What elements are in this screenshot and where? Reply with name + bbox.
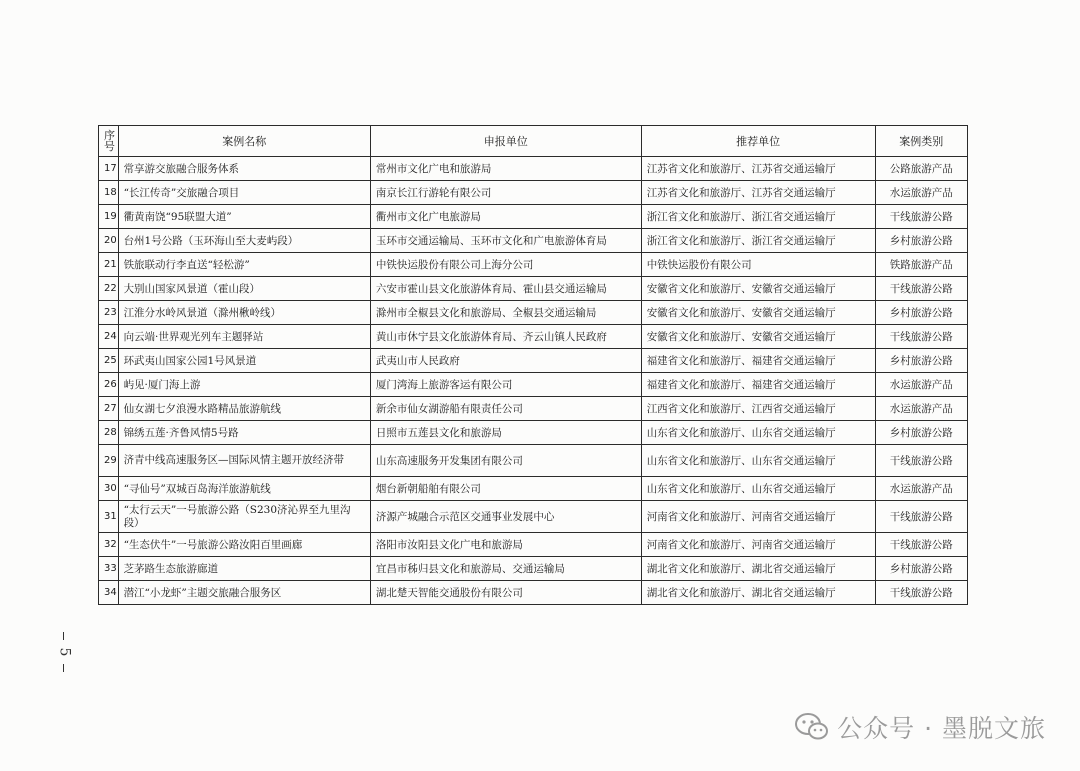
cell-name: “长江传奇”交旅融合项目 — [118, 181, 370, 205]
table-row — [99, 325, 968, 349]
cell-unit: 常州市文化广电和旅游局 — [370, 157, 641, 181]
cell-category: 乡村旅游公路 — [875, 229, 967, 253]
cell-name: 铁旅联动行李直送“轻松游” — [118, 253, 370, 277]
cell-no: 25 — [99, 349, 119, 373]
cell-unit: 洛阳市汝阳县文化广电和旅游局 — [370, 533, 641, 557]
cell-no: 22 — [99, 277, 119, 301]
cell-category: 乡村旅游公路 — [875, 301, 967, 325]
cell-no: 28 — [99, 421, 119, 445]
cell-no: 31 — [99, 501, 119, 533]
cell-no: 17 — [99, 157, 119, 181]
cell-unit: 烟台新朝船舶有限公司 — [370, 477, 641, 501]
cell-no: 23 — [99, 301, 119, 325]
watermark-text: 公众号 · 墨脱文旅 — [837, 714, 1046, 743]
cell-recommender: 江苏省文化和旅游厅、江苏省交通运输厅 — [641, 157, 875, 181]
cell-unit: 济源产城融合示范区交通事业发展中心 — [370, 501, 641, 533]
cell-name: 江淮分水岭风景道（滁州楸岭线） — [118, 301, 370, 325]
table-row — [99, 205, 968, 229]
table-row — [99, 533, 968, 557]
cell-recommender: 安徽省文化和旅游厅、安徽省交通运输厅 — [641, 325, 875, 349]
cell-recommender: 安徽省文化和旅游厅、安徽省交通运输厅 — [641, 277, 875, 301]
cell-name: 潜江“小龙虾”主题交旅融合服务区 — [118, 581, 370, 605]
table-row — [99, 373, 968, 397]
cell-category: 水运旅游产品 — [875, 181, 967, 205]
cell-recommender: 江苏省文化和旅游厅、江苏省交通运输厅 — [641, 181, 875, 205]
cell-recommender: 湖北省文化和旅游厅、湖北省交通运输厅 — [641, 557, 875, 581]
table-row — [99, 421, 968, 445]
table-row — [99, 277, 968, 301]
cell-unit: 中铁快运股份有限公司上海分公司 — [370, 253, 641, 277]
cell-unit: 玉环市交通运输局、玉环市文化和广电旅游体育局 — [370, 229, 641, 253]
cell-category: 水运旅游产品 — [875, 373, 967, 397]
table-row — [99, 477, 968, 501]
cell-category: 干线旅游公路 — [875, 533, 967, 557]
header-category: 案例类别 — [875, 126, 967, 157]
cell-name: 锦绣五莲·齐鲁风情5号路 — [118, 421, 370, 445]
cell-unit: 六安市霍山县文化旅游体育局、霍山县交通运输局 — [370, 277, 641, 301]
cell-no: 19 — [99, 205, 119, 229]
cell-name: “太行云天”一号旅游公路（S230济沁界至九里沟段） — [118, 501, 370, 533]
cell-no: 32 — [99, 533, 119, 557]
cell-no: 34 — [99, 581, 119, 605]
cell-category: 铁路旅游产品 — [875, 253, 967, 277]
table-row — [99, 501, 968, 533]
cell-no: 30 — [99, 477, 119, 501]
cell-name: 芝茅路生态旅游廊道 — [118, 557, 370, 581]
cell-no: 29 — [99, 445, 119, 477]
cell-name: 环武夷山国家公园1号风景道 — [118, 349, 370, 373]
cell-category: 干线旅游公路 — [875, 501, 967, 533]
cell-no: 18 — [99, 181, 119, 205]
table-row — [99, 557, 968, 581]
cell-unit: 湖北楚天智能交通股份有限公司 — [370, 581, 641, 605]
cell-recommender: 湖北省文化和旅游厅、湖北省交通运输厅 — [641, 581, 875, 605]
table-row — [99, 445, 968, 477]
cell-unit: 日照市五莲县文化和旅游局 — [370, 421, 641, 445]
table-row — [99, 301, 968, 325]
cell-category: 干线旅游公路 — [875, 581, 967, 605]
cell-no: 20 — [99, 229, 119, 253]
table-row — [99, 581, 968, 605]
watermark — [795, 709, 1046, 745]
page-number: 5 — [52, 632, 76, 672]
cell-no: 21 — [99, 253, 119, 277]
cell-name: 大别山国家风景道（霍山段） — [118, 277, 370, 301]
cell-recommender: 河南省文化和旅游厅、河南省交通运输厅 — [641, 501, 875, 533]
table-body — [99, 157, 968, 605]
cell-name: 常享游交旅融合服务体系 — [118, 157, 370, 181]
cell-name: 仙女湖七夕浪漫水路精品旅游航线 — [118, 397, 370, 421]
header-name: 案例名称 — [118, 126, 370, 157]
wechat-icon — [795, 712, 829, 742]
cell-no: 26 — [99, 373, 119, 397]
cell-recommender: 安徽省文化和旅游厅、安徽省交通运输厅 — [641, 301, 875, 325]
cell-unit: 南京长江行游轮有限公司 — [370, 181, 641, 205]
table-row — [99, 157, 968, 181]
cell-unit: 滁州市全椒县文化和旅游局、全椒县交通运输局 — [370, 301, 641, 325]
cell-category: 干线旅游公路 — [875, 445, 967, 477]
cell-category: 干线旅游公路 — [875, 325, 967, 349]
cell-name: “生态伏牛”一号旅游公路汝阳百里画廊 — [118, 533, 370, 557]
cell-category: 公路旅游产品 — [875, 157, 967, 181]
cell-unit: 黄山市休宁县文化旅游体育局、齐云山镇人民政府 — [370, 325, 641, 349]
cell-recommender: 河南省文化和旅游厅、河南省交通运输厅 — [641, 533, 875, 557]
cell-name: 台州1号公路（玉环海山至大麦屿段） — [118, 229, 370, 253]
cell-recommender: 中铁快运股份有限公司 — [641, 253, 875, 277]
cell-category: 水运旅游产品 — [875, 477, 967, 501]
cell-name: “寻仙号”双城百岛海洋旅游航线 — [118, 477, 370, 501]
cell-recommender: 山东省文化和旅游厅、山东省交通运输厅 — [641, 445, 875, 477]
cell-recommender: 浙江省文化和旅游厅、浙江省交通运输厅 — [641, 205, 875, 229]
table-row — [99, 349, 968, 373]
cell-unit: 衢州市文化广电旅游局 — [370, 205, 641, 229]
header-no: 序 号 — [99, 126, 119, 157]
table-row — [99, 253, 968, 277]
table-row — [99, 181, 968, 205]
cell-category: 乡村旅游公路 — [875, 349, 967, 373]
cell-category: 乡村旅游公路 — [875, 557, 967, 581]
cell-unit: 新余市仙女湖游船有限责任公司 — [370, 397, 641, 421]
cell-category: 水运旅游产品 — [875, 397, 967, 421]
cell-name: 向云端·世界观光列车主题驿站 — [118, 325, 370, 349]
cell-recommender: 山东省文化和旅游厅、山东省交通运输厅 — [641, 421, 875, 445]
table-row — [99, 397, 968, 421]
cell-recommender: 山东省文化和旅游厅、山东省交通运输厅 — [641, 477, 875, 501]
cell-no: 33 — [99, 557, 119, 581]
header-recommender: 推荐单位 — [641, 126, 875, 157]
table-row — [99, 229, 968, 253]
cell-no: 24 — [99, 325, 119, 349]
cell-recommender: 浙江省文化和旅游厅、浙江省交通运输厅 — [641, 229, 875, 253]
cell-category: 干线旅游公路 — [875, 277, 967, 301]
table-header-row — [99, 126, 968, 157]
cell-no: 27 — [99, 397, 119, 421]
cell-category: 乡村旅游公路 — [875, 421, 967, 445]
cell-name: 屿见·厦门海上游 — [118, 373, 370, 397]
cell-unit: 武夷山市人民政府 — [370, 349, 641, 373]
cell-name: 衢黄南饶“95联盟大道” — [118, 205, 370, 229]
case-table — [98, 125, 968, 605]
cell-recommender: 福建省文化和旅游厅、福建省交通运输厅 — [641, 373, 875, 397]
cell-name: 济青中线高速服务区—国际风情主题开放经济带 — [118, 445, 370, 477]
header-unit: 申报单位 — [370, 126, 641, 157]
cell-recommender: 福建省文化和旅游厅、福建省交通运输厅 — [641, 349, 875, 373]
cell-unit: 厦门湾海上旅游客运有限公司 — [370, 373, 641, 397]
cell-category: 干线旅游公路 — [875, 205, 967, 229]
cell-recommender: 江西省文化和旅游厅、江西省交通运输厅 — [641, 397, 875, 421]
cell-unit: 宜昌市秭归县文化和旅游局、交通运输局 — [370, 557, 641, 581]
cell-unit: 山东高速服务开发集团有限公司 — [370, 445, 641, 477]
